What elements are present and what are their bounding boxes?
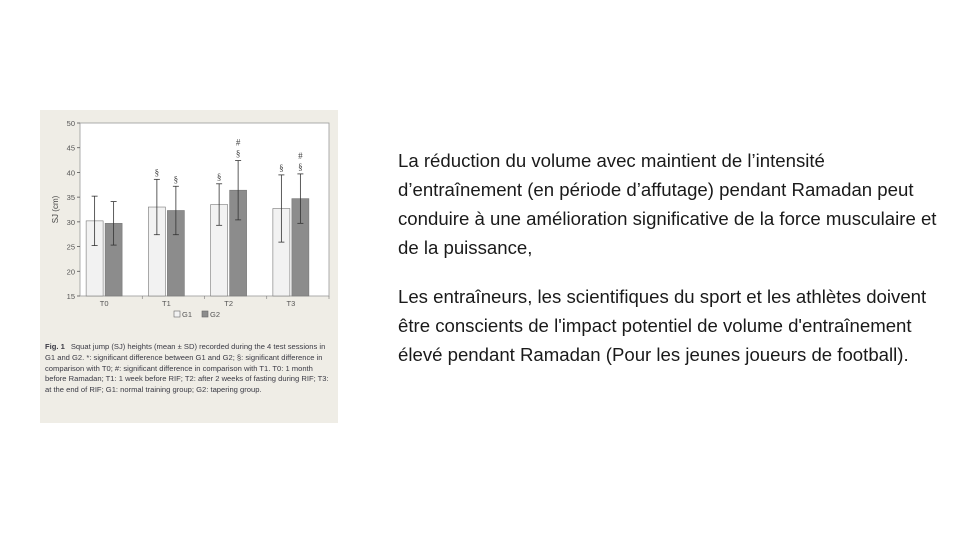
slide-text [398, 146, 938, 389]
y-tick-label: 35 [66, 193, 75, 203]
paragraph-coaches-awareness: Les entraîneurs, les scientifiques du sport et les athlètes doivent être conscients de l'impact potentiel de volume d'entraînement élevé pendant Ramadan (Pour les jeunes joueurs de football). [398, 286, 927, 365]
significance-marker: § [298, 161, 303, 172]
x-tick-label: T0 [99, 299, 109, 308]
figure-caption-text: Squat jump (SJ) heights (mean ± SD) recorded during the 4 test sessions in G1 and G2. *: significant difference between G1 and G2; §: significant difference in comparison with T0; #: significant difference in comparison with T1. T0: 1 month before Ramadan; T1: 1 week before RIF; T2: after 2 weeks of fasting during RIF; T3: at the end of RIF; G1: normal training group; G2: tapering group. [45, 342, 329, 395]
figure-caption [45, 342, 335, 396]
significance-marker: § [154, 167, 160, 178]
figure-caption-label: Fig. 1 [45, 342, 65, 351]
paragraph-tapering-benefit: La réduction du volume avec maintient de l’intensité d’entraînement (en période d’affutage) pendant Ramadan peut conduire à une amélioration significative de la force musculaire et de la puissance, [398, 150, 937, 258]
x-tick-label: T2 [224, 299, 234, 308]
significance-marker: § [216, 171, 222, 182]
squat-jump-chart [40, 110, 338, 342]
significance-marker: # [235, 137, 241, 148]
significance-marker: § [235, 148, 241, 159]
y-tick-label: 45 [66, 143, 75, 153]
significance-marker: § [173, 174, 179, 185]
y-tick-label: 50 [66, 119, 75, 128]
y-tick-label: 30 [66, 217, 75, 227]
y-tick-label: 25 [66, 242, 75, 252]
legend-swatch-g1 [174, 311, 180, 317]
figure-panel [40, 110, 338, 423]
y-tick-label: 15 [66, 292, 75, 301]
legend-label-g1: G1 [182, 310, 193, 319]
legend-swatch-g2 [202, 311, 208, 317]
x-tick-label: T3 [286, 299, 296, 308]
x-tick-label: T1 [161, 299, 171, 308]
y-tick-label: 40 [66, 168, 75, 178]
significance-marker: # [298, 150, 303, 161]
significance-marker: § [279, 162, 284, 173]
y-tick-label: 20 [66, 267, 75, 277]
legend-label-g2: G2 [210, 310, 221, 319]
y-axis-label: SJ (cm) [51, 195, 60, 224]
